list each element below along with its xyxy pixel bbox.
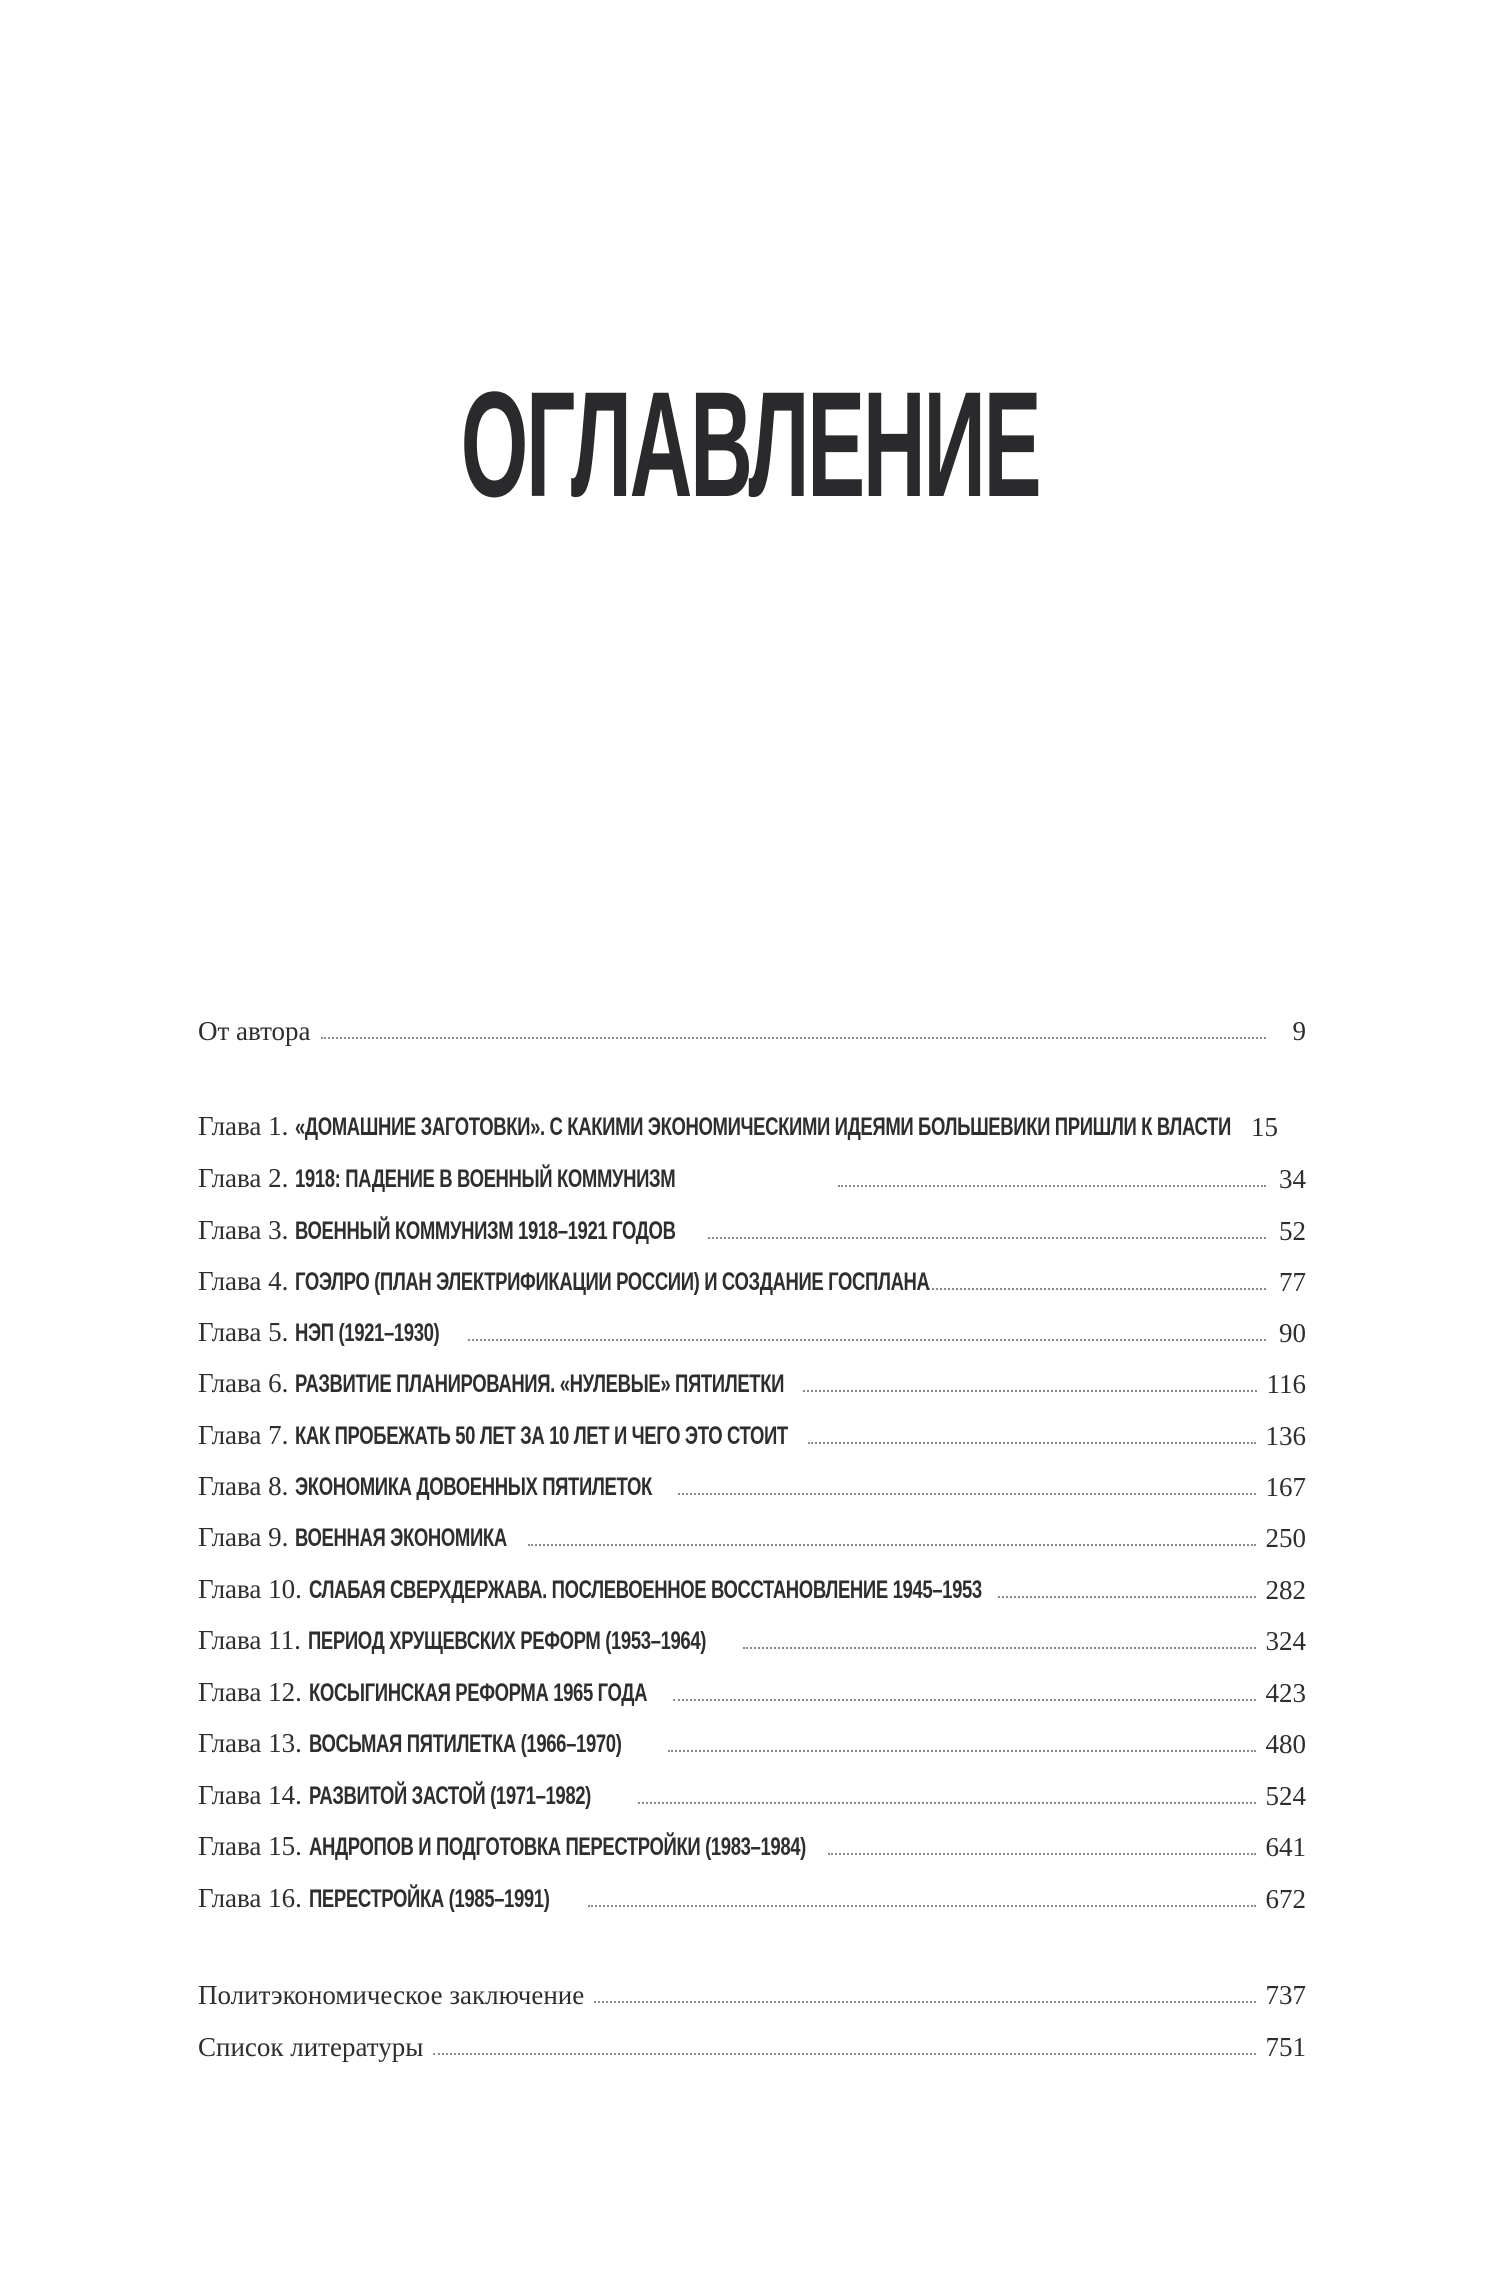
toc-entry-page: 136 <box>1265 1421 1306 1451</box>
chapter-prefix: Глава 9. <box>198 1522 289 1552</box>
leader-dots <box>928 1288 1266 1290</box>
toc-entry-page: 77 <box>1279 1267 1306 1297</box>
chapter-title: АНДРОПОВ И ПОДГОТОВКА ПЕРЕСТРОЙКИ (1983–1984) <box>308 1833 806 1861</box>
toc-entry-chapter-7[interactable] <box>198 1415 1306 1451</box>
toc-entry-page: 737 <box>1265 1980 1306 2010</box>
chapter-prefix: Глава 4. <box>198 1266 289 1296</box>
chapter-title: РАЗВИТОЙ ЗАСТОЙ (1971–1982) <box>308 1782 591 1810</box>
toc-entry-chapter-4[interactable] <box>198 1261 1306 1297</box>
leader-dots <box>673 1699 1256 1701</box>
chapter-title: 1918: ПАДЕНИЕ В ВОЕННЫЙ КОММУНИЗМ <box>295 1165 676 1193</box>
chapter-title: СЛАБАЯ СВЕРХДЕРЖАВА. ПОСЛЕВОЕННОЕ ВОССТАНОВЛЕНИЕ 1945–1953 <box>308 1576 982 1604</box>
toc-entry-chapter-15[interactable] <box>198 1826 1306 1862</box>
toc-entry-label: Список литературы <box>198 2032 424 2062</box>
toc-entry-page: 423 <box>1265 1678 1306 1708</box>
chapter-prefix: Глава 6. <box>198 1368 289 1398</box>
toc-entry-page: 751 <box>1265 2032 1306 2062</box>
toc-entry-page: 641 <box>1265 1832 1306 1862</box>
toc-entry-page: 480 <box>1265 1729 1306 1759</box>
toc-entry-chapter-8[interactable] <box>198 1466 1306 1502</box>
chapter-title: ЭКОНОМИКА ДОВОЕННЫХ ПЯТИЛЕТОК <box>295 1473 653 1501</box>
toc-entry-page: 282 <box>1265 1575 1306 1605</box>
chapter-title: КАК ПРОБЕЖАТЬ 50 ЛЕТ ЗА 10 ЛЕТ И ЧЕГО ЭТО СТОИТ <box>295 1422 789 1450</box>
toc-entry-chapter-2[interactable] <box>198 1158 1306 1194</box>
chapter-prefix: Глава 7. <box>198 1420 289 1450</box>
toc-entry-label <box>198 1574 988 1605</box>
toc-entry-label <box>198 1883 578 1914</box>
toc-entry-chapter-13[interactable] <box>198 1723 1306 1759</box>
leader-dots <box>803 1390 1257 1392</box>
chapter-prefix: Глава 12. <box>198 1677 302 1707</box>
leader-dots <box>468 1339 1266 1341</box>
toc-entry-chapter-3[interactable] <box>198 1210 1306 1246</box>
toc-entry-label <box>198 1471 668 1502</box>
toc-entry-label <box>198 1368 793 1399</box>
leader-dots <box>678 1493 1256 1495</box>
toc-entry-chapter-6[interactable] <box>198 1363 1306 1399</box>
chapter-prefix: Глава 16. <box>198 1883 302 1913</box>
toc-entry-chapter-10[interactable] <box>198 1569 1306 1605</box>
toc-entry-page: 116 <box>1266 1369 1306 1399</box>
leader-dots <box>433 2053 1255 2055</box>
leader-dots <box>708 1237 1266 1239</box>
leader-dots <box>808 1442 1256 1444</box>
chapter-prefix: Глава 13. <box>198 1728 302 1758</box>
chapter-title: ВОСЬМАЯ ПЯТИЛЕТКА (1966–1970) <box>308 1730 622 1758</box>
page-title: ОГЛАВЛЕНИЕ <box>460 359 1040 528</box>
toc-entry-page: 90 <box>1279 1318 1306 1348</box>
leader-dots <box>321 1037 1266 1039</box>
table-of-contents <box>198 0 1306 2275</box>
chapter-title: НЭП (1921–1930) <box>295 1319 440 1347</box>
chapter-title: ГОЭЛРО (ПЛАН ЭЛЕКТРИФИКАЦИИ РОССИИ) И СОЗДАНИЕ ГОСПЛАНА <box>295 1268 930 1296</box>
toc-entry-page: 167 <box>1265 1472 1306 1502</box>
toc-entry-page: 524 <box>1265 1781 1306 1811</box>
chapter-prefix: Глава 2. <box>198 1163 289 1193</box>
toc-entry-page: 52 <box>1279 1216 1306 1246</box>
leader-dots <box>594 2001 1255 2003</box>
toc-entry-label <box>198 1266 930 1297</box>
leader-dots <box>638 1802 1256 1804</box>
leader-dots <box>998 1596 1256 1598</box>
leader-dots <box>528 1544 1256 1546</box>
chapter-prefix: Глава 11. <box>198 1625 301 1655</box>
chapter-prefix: Глава 15. <box>198 1831 302 1861</box>
toc-entry-label <box>198 1780 628 1811</box>
toc-entry-label <box>198 1215 698 1246</box>
toc-entry-page: 672 <box>1265 1884 1306 1914</box>
toc-entry-chapter-14[interactable] <box>198 1775 1306 1811</box>
toc-entry-page: 34 <box>1279 1164 1306 1194</box>
toc-entry-page: 250 <box>1265 1523 1306 1553</box>
chapter-title: «ДОМАШНИЕ ЗАГОТОВКИ». С КАКИМИ ЭКОНОМИЧЕСКИМИ ИДЕЯМИ БОЛЬШЕВИКИ ПРИШЛИ К ВЛАСТИ <box>295 1113 1232 1141</box>
toc-entry-chapter-12[interactable] <box>198 1672 1306 1708</box>
chapter-prefix: Глава 1. <box>198 1111 289 1141</box>
toc-entry-conclusion[interactable] <box>198 1974 1306 2010</box>
leader-dots <box>588 1905 1256 1907</box>
toc-entry-label <box>198 1522 518 1553</box>
toc-entry-chapter-16[interactable] <box>198 1878 1306 1914</box>
chapter-prefix: Глава 5. <box>198 1317 289 1347</box>
toc-entry-label <box>198 1625 733 1656</box>
toc-entry-label <box>198 1728 658 1759</box>
leader-dots <box>743 1647 1256 1649</box>
chapter-prefix: Глава 10. <box>198 1574 302 1604</box>
chapter-title: ПЕРИОД ХРУЩЕВСКИХ РЕФОРМ (1953–1964) <box>307 1627 706 1655</box>
toc-entry-bibliography[interactable] <box>198 2026 1306 2062</box>
toc-entry-label <box>198 1420 798 1451</box>
leader-dots <box>828 1853 1256 1855</box>
toc-entry-foreword[interactable] <box>198 1010 1306 1046</box>
toc-entry-label <box>198 1831 818 1862</box>
toc-entry-chapter-11[interactable] <box>198 1620 1306 1656</box>
leader-dots <box>838 1185 1266 1187</box>
chapter-prefix: Глава 8. <box>198 1471 289 1501</box>
chapter-prefix: Глава 3. <box>198 1215 289 1245</box>
chapter-title: ВОЕННЫЙ КОММУНИЗМ 1918–1921 ГОДОВ <box>295 1217 676 1245</box>
toc-entry-label: От автора <box>198 1016 311 1046</box>
toc-entry-page: 324 <box>1265 1626 1306 1656</box>
toc-entry-label: Политэкономическое заключение <box>198 1980 585 2010</box>
toc-entry-label <box>198 1317 458 1348</box>
toc-entry-label <box>198 1111 1248 1142</box>
toc-entry-label <box>198 1677 663 1708</box>
chapter-title: РАЗВИТИЕ ПЛАНИРОВАНИЯ. «НУЛЕВЫЕ» ПЯТИЛЕТКИ <box>295 1370 785 1398</box>
toc-entry-page: 9 <box>1292 1016 1306 1046</box>
chapter-title: КОСЫГИНСКАЯ РЕФОРМА 1965 ГОДА <box>308 1679 647 1707</box>
toc-entry-chapter-9[interactable] <box>198 1517 1306 1553</box>
toc-entry-page: 15 <box>1251 1112 1278 1142</box>
leader-dots <box>668 1750 1256 1752</box>
toc-entry-chapter-5[interactable] <box>198 1312 1306 1348</box>
chapter-title: ПЕРЕСТРОЙКА (1985–1991) <box>308 1885 550 1913</box>
chapter-title: ВОЕННАЯ ЭКОНОМИКА <box>295 1524 507 1552</box>
chapter-prefix: Глава 14. <box>198 1780 302 1810</box>
toc-entry-chapter-1[interactable] <box>198 1106 1306 1142</box>
toc-entry-label <box>198 1163 828 1194</box>
